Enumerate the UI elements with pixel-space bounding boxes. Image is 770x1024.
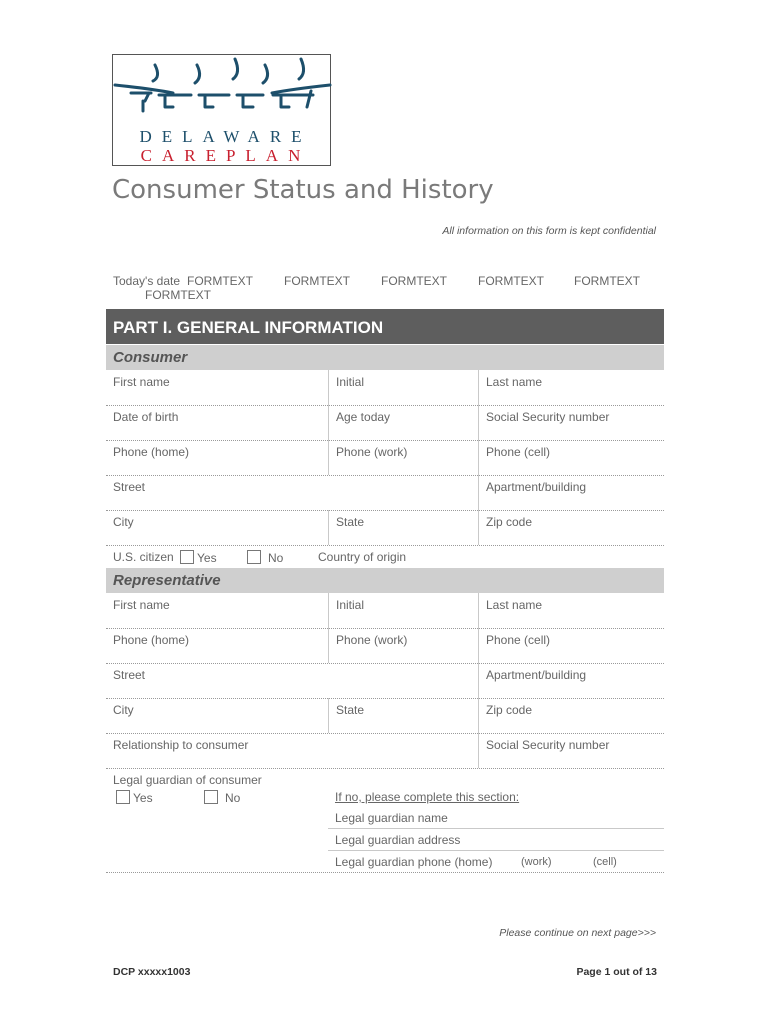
rep-street-field[interactable]: Street bbox=[113, 668, 146, 682]
rep-phone-home-field[interactable]: Phone (home) bbox=[113, 633, 190, 647]
guardian-phone-cell-field[interactable]: (cell) bbox=[593, 856, 617, 868]
consumer-state-field[interactable]: State bbox=[328, 510, 478, 545]
rep-relationship-row bbox=[106, 733, 664, 769]
date-field-1[interactable]: FORMTEXT bbox=[187, 274, 253, 288]
consumer-city-row bbox=[106, 510, 664, 546]
consumer-citizen-row bbox=[106, 545, 664, 567]
guardian-yes-option[interactable] bbox=[116, 790, 153, 805]
guardian-no-checkbox[interactable] bbox=[204, 790, 218, 804]
guardian-name-row bbox=[328, 806, 664, 829]
consumer-city-field[interactable]: City bbox=[113, 515, 134, 529]
citizen-yes-checkbox[interactable] bbox=[180, 550, 194, 564]
rep-state-field[interactable]: State bbox=[328, 698, 478, 733]
consumer-initial-field[interactable]: Initial bbox=[328, 370, 478, 405]
date-field-5[interactable]: FORMTEXT bbox=[574, 274, 640, 288]
rep-zip-field[interactable]: Zip code bbox=[478, 698, 664, 733]
consumer-first-name-field[interactable]: First name bbox=[113, 375, 170, 389]
page-title: Consumer Status and History bbox=[112, 175, 494, 205]
consumer-zip-field[interactable]: Zip code bbox=[478, 510, 664, 545]
guardian-address-field[interactable]: Legal guardian address bbox=[335, 833, 461, 847]
logo-text-delaware: DELAWARE bbox=[139, 127, 312, 146]
if-no-instruction: If no, please complete this section: bbox=[335, 790, 520, 804]
citizen-yes-option[interactable] bbox=[180, 550, 217, 565]
date-field-4[interactable]: FORMTEXT bbox=[478, 274, 544, 288]
rep-ssn-field[interactable]: Social Security number bbox=[478, 733, 664, 768]
consumer-age-field[interactable]: Age today bbox=[328, 405, 478, 440]
date-field-3[interactable]: FORMTEXT bbox=[381, 274, 447, 288]
consumer-street-row bbox=[106, 475, 664, 511]
page-number: Page 1 out of 13 bbox=[576, 966, 657, 978]
rep-relationship-field[interactable]: Relationship to consumer bbox=[113, 738, 249, 752]
citizen-no-checkbox[interactable] bbox=[247, 550, 261, 564]
citizen-no-label: No bbox=[268, 551, 284, 565]
rep-name-row bbox=[106, 593, 664, 629]
consumer-dob-row bbox=[106, 405, 664, 441]
consumer-ssn-field[interactable]: Social Security number bbox=[478, 405, 664, 440]
consumer-street-field[interactable]: Street bbox=[113, 480, 146, 494]
guardian-no-label: No bbox=[225, 791, 241, 805]
rep-city-field[interactable]: City bbox=[113, 703, 134, 717]
rep-phone-work-field[interactable]: Phone (work) bbox=[328, 628, 478, 663]
guardian-yes-label: Yes bbox=[133, 791, 153, 805]
country-of-origin-field[interactable]: Country of origin bbox=[318, 550, 407, 564]
legal-guardian-block bbox=[106, 768, 664, 873]
rep-apartment-field[interactable]: Apartment/building bbox=[478, 663, 664, 698]
rep-first-name-field[interactable]: First name bbox=[113, 598, 170, 612]
continue-note: Please continue on next page>>> bbox=[499, 927, 656, 939]
guardian-phone-home-field[interactable]: Legal guardian phone (home) bbox=[335, 855, 493, 869]
date-field-2[interactable]: FORMTEXT bbox=[284, 274, 350, 288]
confidential-note: All information on this form is kept confidential bbox=[442, 225, 656, 237]
consumer-name-row bbox=[106, 370, 664, 406]
consumer-phone-work-field[interactable]: Phone (work) bbox=[328, 440, 478, 475]
consumer-apartment-field[interactable]: Apartment/building bbox=[478, 475, 664, 510]
rep-last-name-field[interactable]: Last name bbox=[478, 593, 664, 628]
document-code: DCP xxxxx1003 bbox=[113, 966, 191, 978]
rep-initial-field[interactable]: Initial bbox=[328, 593, 478, 628]
consumer-dob-field[interactable]: Date of birth bbox=[113, 410, 179, 424]
rep-phone-cell-field[interactable]: Phone (cell) bbox=[478, 628, 664, 663]
date-field-6[interactable]: FORMTEXT bbox=[145, 288, 211, 302]
consumer-section-title: Consumer bbox=[106, 345, 664, 370]
citizen-no-option[interactable] bbox=[247, 550, 283, 565]
rep-street-row bbox=[106, 663, 664, 699]
rep-phone-row bbox=[106, 628, 664, 664]
rep-city-row bbox=[106, 698, 664, 734]
logo-text-careplan: CAREPLAN bbox=[140, 146, 311, 165]
citizen-label: U.S. citizen bbox=[113, 550, 174, 564]
consumer-phone-cell-field[interactable]: Phone (cell) bbox=[478, 440, 664, 475]
part-1-header: PART I. GENERAL INFORMATION bbox=[106, 309, 664, 344]
legal-guardian-label: Legal guardian of consumer bbox=[113, 773, 262, 787]
representative-section-title: Representative bbox=[106, 568, 664, 593]
todays-date-label: Today's date bbox=[113, 274, 181, 288]
guardian-yes-checkbox[interactable] bbox=[116, 790, 130, 804]
guardian-phone-work-field[interactable]: (work) bbox=[521, 856, 552, 868]
consumer-phone-home-field[interactable]: Phone (home) bbox=[113, 445, 190, 459]
guardian-name-field[interactable]: Legal guardian name bbox=[335, 811, 448, 825]
delaware-careplan-logo bbox=[112, 54, 331, 166]
consumer-last-name-field[interactable]: Last name bbox=[478, 370, 664, 405]
citizen-yes-label: Yes bbox=[197, 551, 217, 565]
guardian-phone-row bbox=[328, 850, 664, 872]
guardian-address-row bbox=[328, 828, 664, 851]
guardian-no-option[interactable] bbox=[204, 790, 240, 805]
consumer-phone-row bbox=[106, 440, 664, 476]
